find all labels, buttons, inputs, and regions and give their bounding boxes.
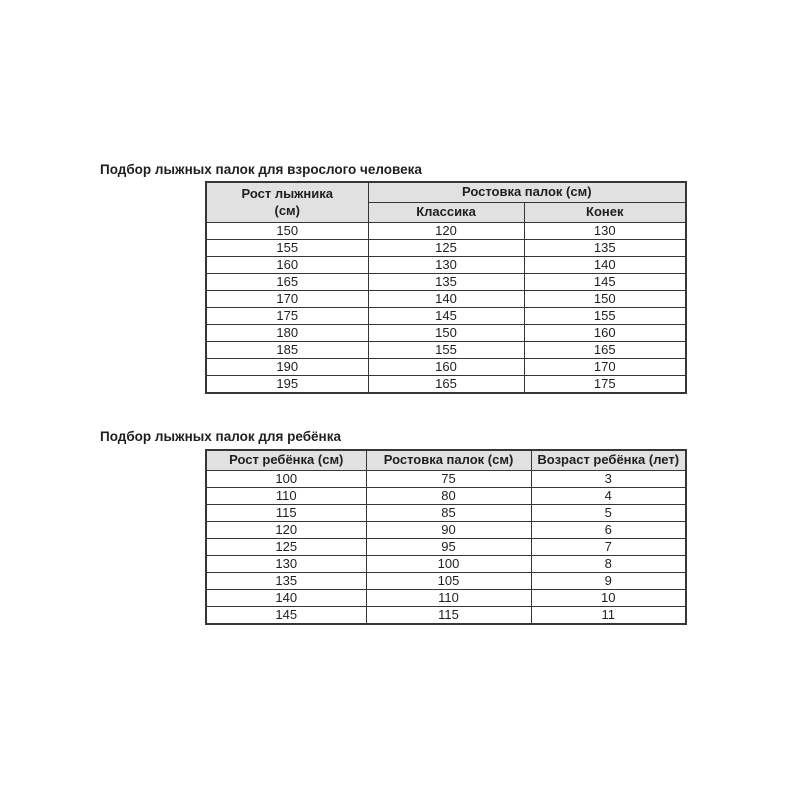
table-cell: 120 (368, 223, 524, 240)
table-row (206, 240, 686, 257)
table-cell: 145 (368, 308, 524, 325)
table-row (206, 505, 686, 522)
table-cell: 170 (524, 359, 686, 376)
table-cell: 160 (368, 359, 524, 376)
table-cell: 95 (366, 539, 531, 556)
adult-col-header-classic: Классика (368, 203, 524, 223)
table-row (206, 539, 686, 556)
table-cell: 130 (368, 257, 524, 274)
table-cell: 125 (368, 240, 524, 257)
table-cell: 100 (366, 556, 531, 573)
table-cell: 5 (531, 505, 686, 522)
table-cell: 180 (206, 325, 368, 342)
table-cell: 155 (368, 342, 524, 359)
table-cell: 175 (206, 308, 368, 325)
table-cell: 10 (531, 590, 686, 607)
table-cell: 130 (524, 223, 686, 240)
child-ski-poles-table (205, 449, 687, 625)
adult-table-header (206, 182, 686, 223)
table-cell: 125 (206, 539, 366, 556)
table-cell: 145 (524, 274, 686, 291)
table-cell: 140 (368, 291, 524, 308)
table-row (206, 471, 686, 488)
table-row (206, 573, 686, 590)
table-cell: 110 (366, 590, 531, 607)
table-cell: 155 (206, 240, 368, 257)
child-table-header (206, 450, 686, 471)
table-cell: 170 (206, 291, 368, 308)
table-cell: 11 (531, 607, 686, 625)
adult-col-header-skate: Конек (524, 203, 686, 223)
table-row (206, 556, 686, 573)
table-cell: 7 (531, 539, 686, 556)
table-cell: 115 (366, 607, 531, 625)
table-row (206, 274, 686, 291)
child-col-header-pole-length: Ростовка палок (см) (366, 450, 531, 471)
table-cell: 135 (368, 274, 524, 291)
table-cell: 190 (206, 359, 368, 376)
table-cell: 90 (366, 522, 531, 539)
table-row (206, 522, 686, 539)
table-cell: 8 (531, 556, 686, 573)
adult-col-header-skier-height (206, 182, 368, 223)
table-cell: 155 (524, 308, 686, 325)
table-row (206, 308, 686, 325)
table-cell: 130 (206, 556, 366, 573)
table-row (206, 223, 686, 240)
table-cell: 165 (206, 274, 368, 291)
table-cell: 165 (368, 376, 524, 394)
table-cell: 80 (366, 488, 531, 505)
table-cell: 9 (531, 573, 686, 590)
table-cell: 165 (524, 342, 686, 359)
adult-table-title: Подбор лыжных палок для взрослого человека (100, 162, 422, 177)
adult-col-header-skier-height-label: Рост лыжника (см) (241, 186, 333, 218)
table-cell: 6 (531, 522, 686, 539)
table-row (206, 376, 686, 394)
adult-col-header-pole-length-group: Ростовка палок (см) (368, 182, 686, 203)
table-row (206, 342, 686, 359)
table-cell: 120 (206, 522, 366, 539)
table-row (206, 291, 686, 308)
table-cell: 195 (206, 376, 368, 394)
table-row (206, 257, 686, 274)
adult-table-body (206, 223, 686, 394)
table-cell: 150 (524, 291, 686, 308)
table-cell: 140 (524, 257, 686, 274)
table-cell: 160 (524, 325, 686, 342)
child-table-body (206, 471, 686, 625)
adult-ski-poles-table (205, 181, 687, 394)
table-cell: 150 (206, 223, 368, 240)
child-col-header-child-age: Возраст ребёнка (лет) (531, 450, 686, 471)
table-row (206, 590, 686, 607)
child-table-title: Подбор лыжных палок для ребёнка (100, 429, 341, 444)
table-row (206, 359, 686, 376)
table-cell: 145 (206, 607, 366, 625)
table-cell: 4 (531, 488, 686, 505)
table-cell: 160 (206, 257, 368, 274)
table-cell: 175 (524, 376, 686, 394)
table-cell: 110 (206, 488, 366, 505)
table-cell: 105 (366, 573, 531, 590)
table-row (206, 488, 686, 505)
table-cell: 3 (531, 471, 686, 488)
table-cell: 135 (206, 573, 366, 590)
table-cell: 85 (366, 505, 531, 522)
table-cell: 135 (524, 240, 686, 257)
table-cell: 115 (206, 505, 366, 522)
child-col-header-child-height: Рост ребёнка (см) (206, 450, 366, 471)
table-cell: 140 (206, 590, 366, 607)
table-cell: 100 (206, 471, 366, 488)
table-row (206, 607, 686, 625)
table-cell: 185 (206, 342, 368, 359)
table-row (206, 325, 686, 342)
table-cell: 75 (366, 471, 531, 488)
table-cell: 150 (368, 325, 524, 342)
